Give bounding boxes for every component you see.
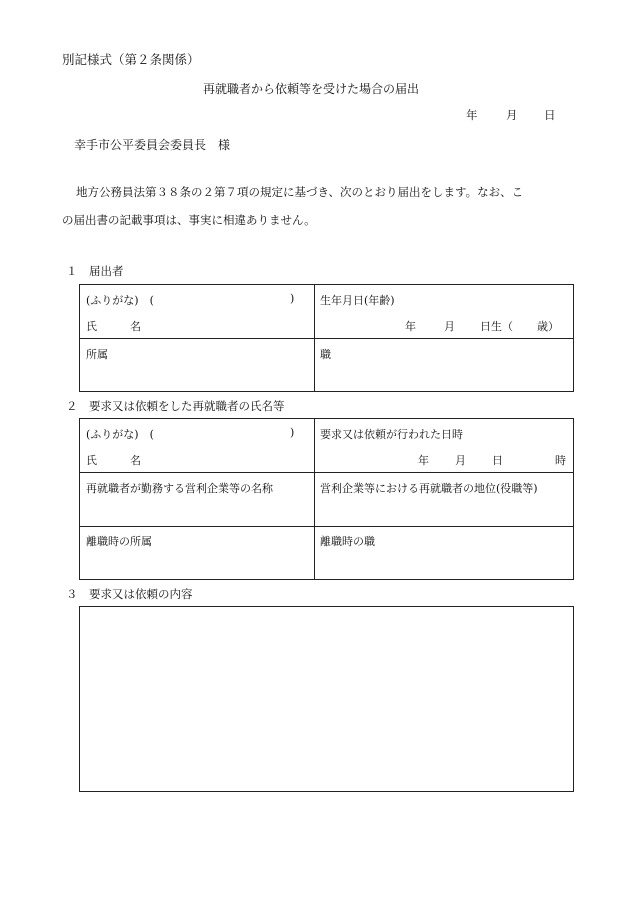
date-month: 月 (506, 108, 518, 122)
s1-birth-label: 生年月日(年齢) (320, 294, 395, 307)
section-2-divider-row-2 (79, 526, 574, 527)
s1-birth-month: 月 (444, 320, 455, 333)
s2-dt-month: 月 (455, 454, 466, 467)
section-2-table (79, 418, 574, 580)
section-1-heading: １ 届出者 (66, 264, 124, 278)
section-3-heading: ３ 要求又は依頼の内容 (66, 587, 193, 601)
s2-furigana-label: (ふりがな) ( (86, 428, 154, 441)
s2-name-label: 氏 名 (86, 454, 141, 467)
s2-company-position-label: 営利企業等における再就職者の地位(役職等) (320, 482, 538, 495)
section-3-content-box (79, 606, 574, 792)
section-2-heading: ２ 要求又は依頼をした再就職者の氏名等 (66, 399, 285, 413)
s2-former-position-label: 離職時の職 (320, 535, 375, 548)
intro-line-2: の届出書の記載事項は、事実に相違ありません。 (62, 213, 316, 227)
s1-birth-age: 歳） (537, 320, 559, 333)
s1-birth-day: 日生（ (480, 320, 513, 333)
s1-affiliation-label: 所属 (86, 348, 108, 361)
s2-furigana-close: ) (290, 426, 295, 439)
document-title: 再就職者から依頼等を受けた場合の届出 (203, 82, 420, 96)
section-2-divider-row-1 (79, 472, 574, 473)
s2-dt-year: 年 (418, 454, 429, 467)
section-2-divider-vertical (314, 418, 315, 580)
s1-position-label: 職 (320, 348, 331, 361)
s2-dt-day: 日 (492, 454, 503, 467)
s1-name-label: 氏 名 (86, 320, 141, 333)
date-day: 日 (544, 108, 556, 122)
date-year: 年 (466, 108, 478, 122)
s1-furigana-close: ) (290, 292, 295, 305)
addressee: 幸手市公平委員会委員長 様 (74, 138, 231, 152)
s2-company-label: 再就職者が勤務する営利企業等の名称 (86, 482, 273, 495)
section-1-divider-horizontal (79, 338, 574, 339)
s1-birth-year: 年 (405, 320, 416, 333)
s1-furigana-label: (ふりがな) ( (86, 294, 154, 307)
s2-dt-hour: 時 (555, 454, 566, 467)
form-label: 別記様式（第２条関係） (62, 52, 200, 67)
s2-datetime-label: 要求又は依頼が行われた日時 (320, 428, 463, 441)
s2-former-affiliation-label: 離職時の所属 (86, 535, 152, 548)
intro-line-1: 地方公務員法第３８条の２第７項の規定に基づき、次のとおり届出をします。なお、こ (76, 185, 524, 199)
